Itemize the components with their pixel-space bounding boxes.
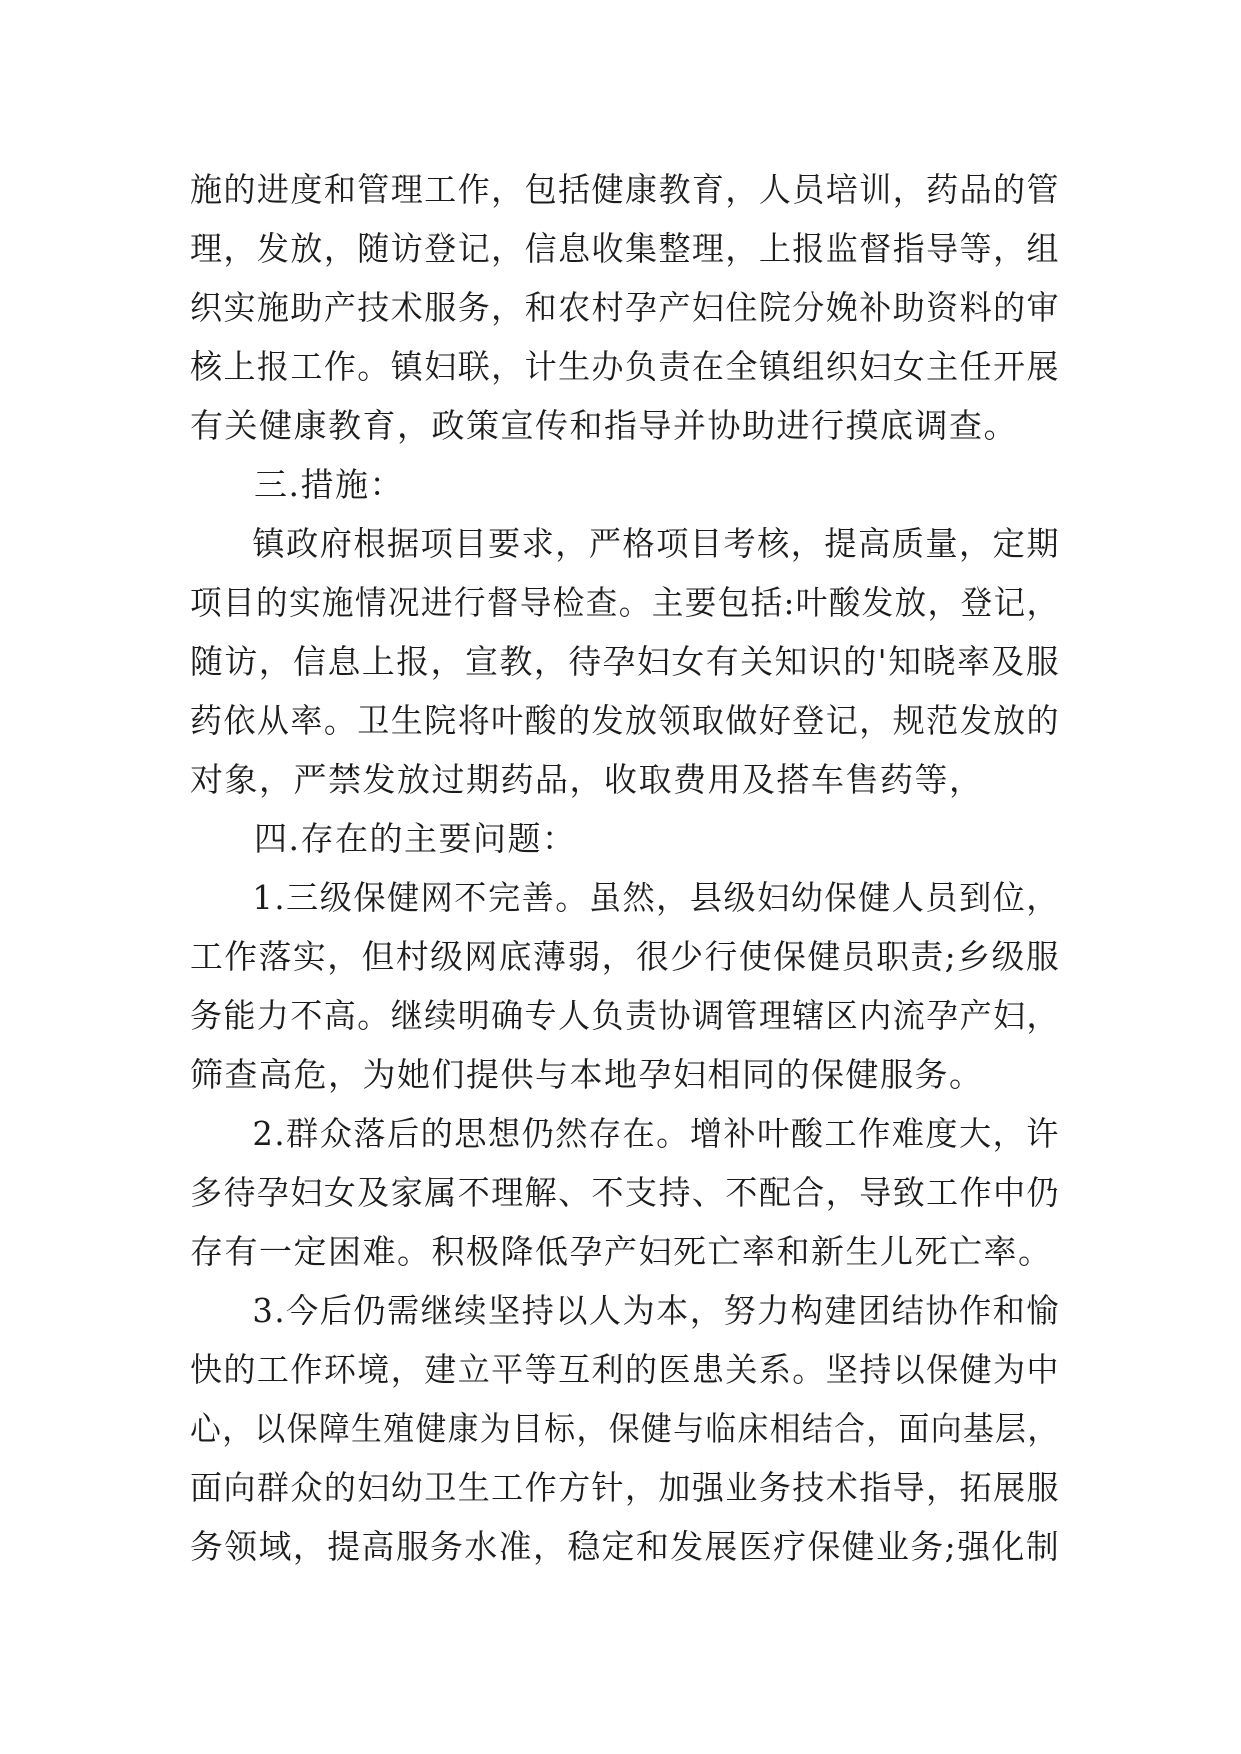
text-line: 1.三级保健网不完善。虽然，县级妇幼保健人员到位，: [252, 878, 1060, 917]
text-line: 2.群众落后的思想仍然存在。增补叶酸工作难度大，许: [252, 1114, 1060, 1153]
section-heading: 三.措施：: [254, 465, 404, 504]
text-line: 施的进度和管理工作，包括健康教育，人员培训，药品的管: [190, 170, 1061, 209]
text-line: 有关健康教育，政策宣传和指导并协助进行摸底调查。: [190, 406, 1018, 445]
text-line: 存有一定困难。积极降低孕产妇死亡率和新生儿死亡率。: [190, 1232, 1053, 1271]
text-line: 筛查高危，为她们提供与本地孕妇相同的保健服务。: [190, 1055, 984, 1094]
text-line: 务能力不高。继续明确专人负责协调管理辖区内流孕产妇，: [190, 996, 1061, 1035]
text-line: 项目的实施情况进行督导检查。主要包括:叶酸发放，登记，: [190, 583, 1060, 622]
text-line: 快的工作环境，建立平等互利的医患关系。坚持以保健为中: [190, 1350, 1061, 1389]
text-line: 多待孕妇女及家属不理解、不支持、不配合，导致工作中仍: [190, 1173, 1061, 1212]
body-text: [190, 160, 1060, 1576]
text-line: 药依从率。卫生院将叶酸的发放领取做好登记，规范发放的: [190, 701, 1061, 740]
text-line: 3.今后仍需继续坚持以人为本，努力构建团结协作和愉: [252, 1291, 1060, 1330]
text-line: 对象，严禁发放过期药品，收取费用及搭车售药等，: [190, 760, 984, 799]
text-line: 镇政府根据项目要求，严格项目考核，提高质量，定期: [252, 524, 1060, 563]
section-heading: 四.存在的主要问题：: [254, 819, 577, 858]
text-line: 心，以保障生殖健康为目标，保健与临床相结合，面向基层，: [190, 1409, 1060, 1448]
text-line: 工作落实，但村级网底薄弱，很少行使保健员职责;乡级服: [190, 937, 1061, 976]
text-line: 随访，信息上报，宣教，待孕妇女有关知识的'知晓率及服: [190, 642, 1061, 681]
text-line: 面向群众的妇幼卫生工作方针，加强业务技术指导，拓展服: [190, 1468, 1061, 1507]
text-line: 核上报工作。镇妇联，计生办负责在全镇组织妇女主任开展: [190, 347, 1061, 386]
text-line: 织实施助产技术服务，和农村孕产妇住院分娩补助资料的审: [190, 288, 1061, 327]
text-line: 理，发放，随访登记，信息收集整理，上报监督指导等，组: [190, 229, 1061, 268]
text-line: 务领域，提高服务水准，稳定和发展医疗保健业务;强化制: [190, 1527, 1061, 1566]
